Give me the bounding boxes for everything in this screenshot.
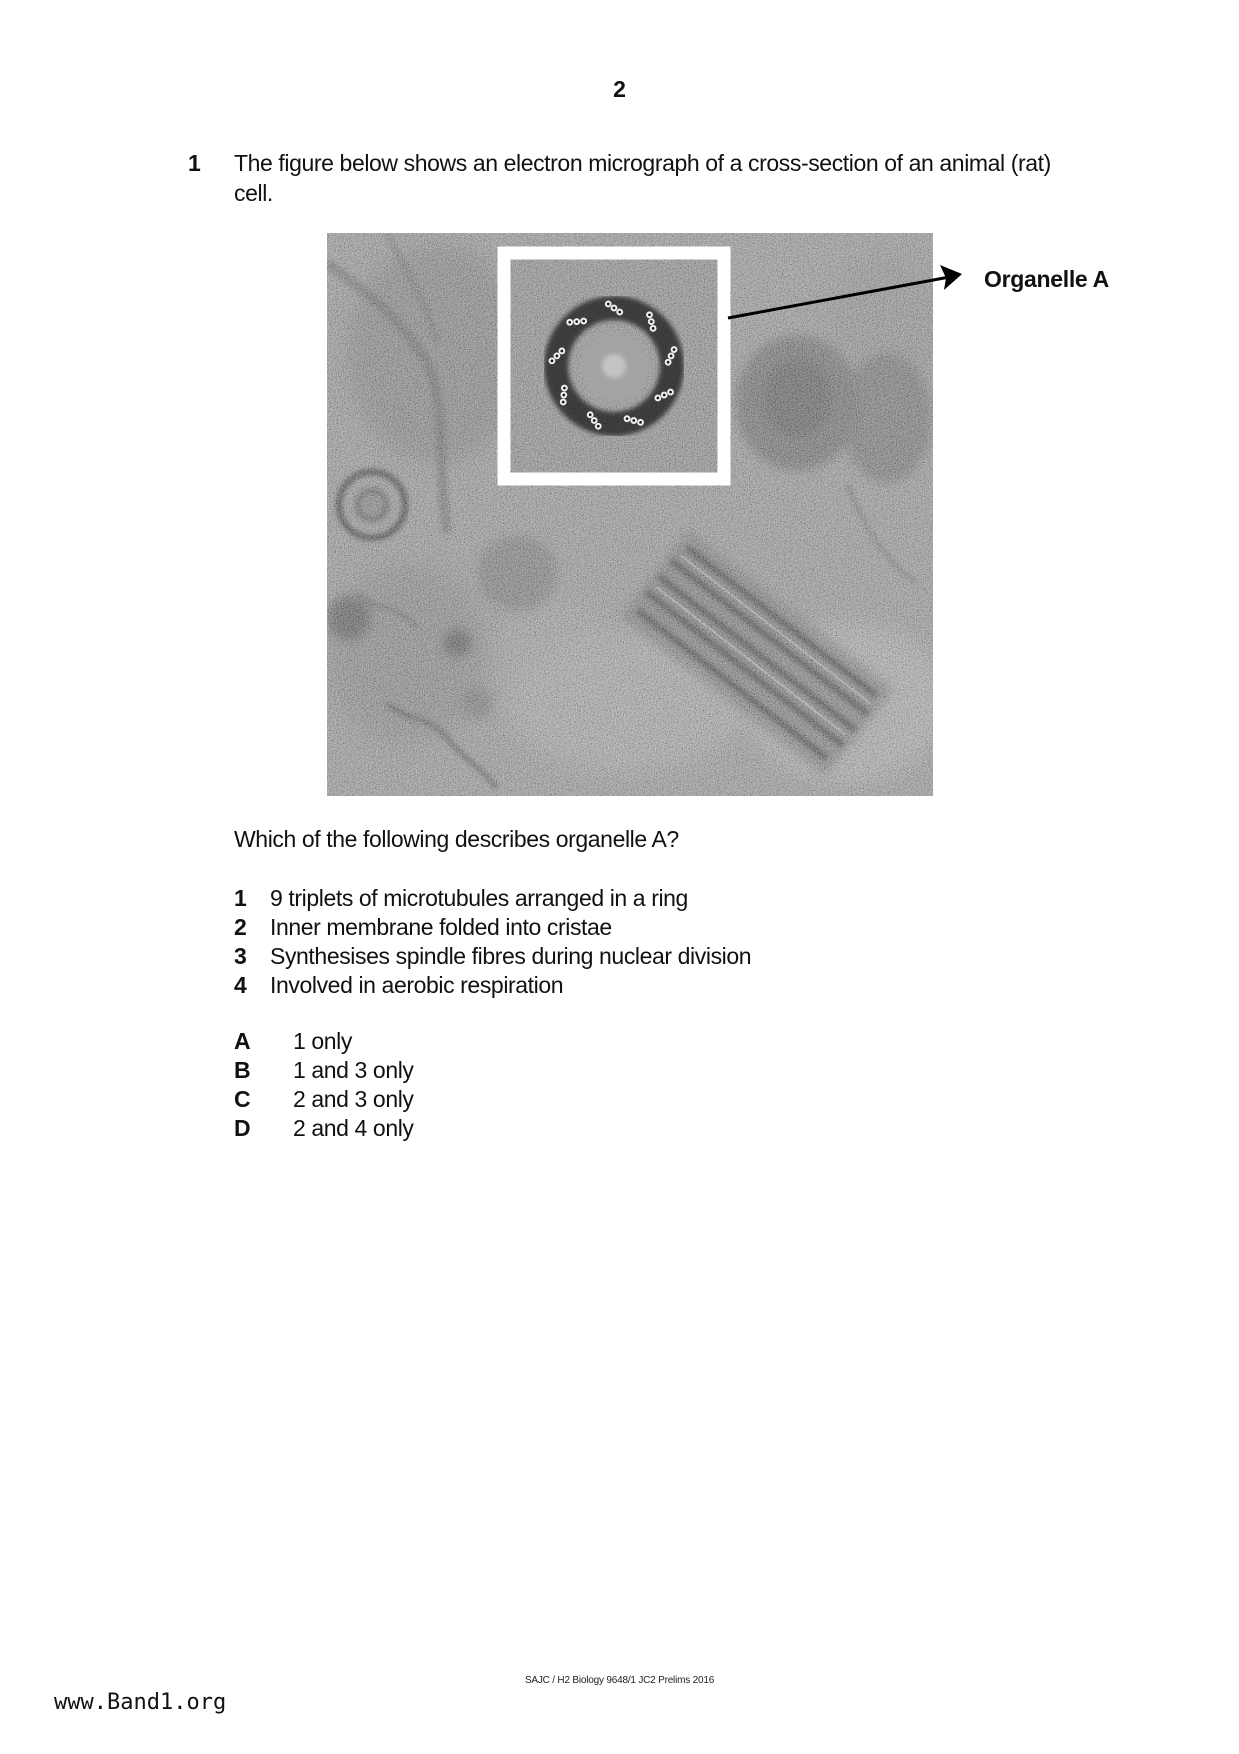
page-footer: SAJC / H2 Biology 9648/1 JC2 Prelims 2016 — [524, 1675, 715, 1686]
question-prompt: Which of the following describes organelle A? — [234, 826, 679, 852]
answer-option-c[interactable] — [234, 1085, 414, 1114]
watermark-link[interactable]: www.Band1.org — [54, 1690, 227, 1715]
statement-text: 9 triplets of microtubules arranged in a ring — [270, 885, 688, 911]
option-letter: D — [234, 1115, 251, 1141]
statement-item — [234, 884, 751, 913]
question-stem: The figure below shows an electron micrograph of a cross-section of an animal (rat) cell. — [234, 150, 1051, 206]
option-text: 2 and 4 only — [293, 1115, 414, 1141]
option-letter: B — [234, 1057, 251, 1083]
statement-text: Synthesises spindle fibres during nuclear division — [270, 943, 752, 969]
statement-text: Inner membrane folded into cristae — [270, 914, 612, 940]
statement-item — [234, 913, 751, 942]
statement-number: 2 — [234, 914, 247, 940]
answer-option-b[interactable] — [234, 1056, 414, 1085]
page-number: 2 — [613, 76, 626, 102]
statement-text: Involved in aerobic respiration — [270, 972, 564, 998]
answer-option-d[interactable] — [234, 1114, 414, 1143]
statement-number: 3 — [234, 943, 247, 969]
answer-option-a[interactable] — [234, 1027, 414, 1056]
statement-list — [234, 884, 751, 1000]
callout-arrow — [700, 262, 970, 332]
option-letter: A — [234, 1028, 251, 1054]
statement-item — [234, 942, 751, 971]
option-text: 1 only — [293, 1028, 352, 1054]
option-text: 2 and 3 only — [293, 1086, 414, 1112]
statement-number: 4 — [234, 972, 247, 998]
option-text: 1 and 3 only — [293, 1057, 414, 1083]
answer-options — [234, 1027, 414, 1143]
statement-item — [234, 971, 751, 1000]
statement-number: 1 — [234, 885, 247, 911]
organelle-a-label: Organelle A — [984, 266, 1109, 292]
question-number: 1 — [188, 150, 201, 176]
option-letter: C — [234, 1086, 251, 1112]
